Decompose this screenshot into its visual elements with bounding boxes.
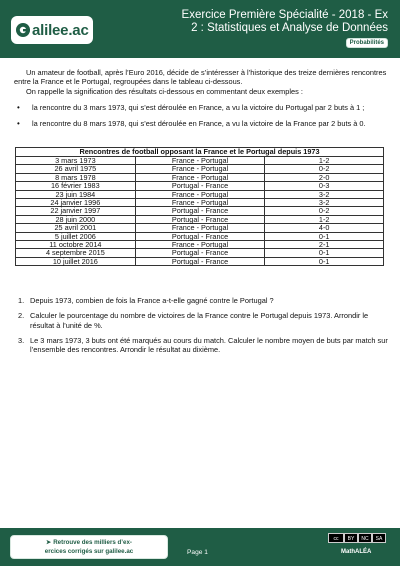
question-item: [14, 311, 388, 330]
match-score-cell: 0-1: [265, 249, 384, 257]
table-row: [16, 224, 384, 232]
match-score-cell: 0-3: [265, 182, 384, 190]
match-teams-cell: Portugal - France: [135, 232, 265, 240]
match-score-cell: 3-2: [265, 199, 384, 207]
logo-text: alilee.ac: [32, 21, 89, 39]
match-teams-cell: Portugal - France: [135, 207, 265, 215]
promo-link[interactable]: [10, 535, 168, 559]
question-number: 3.: [18, 335, 25, 345]
match-date-cell: 3 mars 1973: [16, 157, 136, 165]
example-item: • la rencontre du 3 mars 1973, qui s’est déroulée en France, a vu la victoire du Portugal par 2 buts à 1 ;: [14, 103, 390, 112]
intro: [14, 68, 388, 96]
match-teams-cell: France - Portugal: [135, 190, 265, 198]
by-icon: BY: [344, 533, 358, 543]
brand-label: MathALÉA: [341, 549, 372, 555]
title-line-2: 2 : Statistiques et Analyse de Données: [191, 22, 388, 34]
match-score-cell: 4-0: [265, 224, 384, 232]
match-date-cell: 4 septembre 2015: [16, 249, 136, 257]
table-row: [16, 257, 384, 265]
table-caption: Rencontres de football opposant la France et le Portugal depuis 1973: [16, 148, 384, 157]
question-item: [14, 336, 388, 355]
logo-g-icon: [15, 20, 31, 40]
match-date-cell: 25 avril 2001: [16, 224, 136, 232]
example-item: • la rencontre du 8 mars 1978, qui s’est déroulée en France, a vu la victoire de la France par 2 buts à 0.: [14, 119, 390, 128]
promo-line-1: Retrouve des milliers d’ex-: [53, 539, 132, 546]
license-badge[interactable]: [328, 533, 386, 543]
question-text: Le 3 mars 1973, 3 buts ont été marqués au cours du match. Calculer le nombre moyen de buts par match sur l’ensemble des rencontres. Arrondir le résultat au dixième.: [30, 335, 388, 355]
question-item: [14, 296, 388, 305]
match-date-cell: 24 janvier 1996: [16, 199, 136, 207]
match-date-cell: 5 juillet 2006: [16, 232, 136, 240]
match-teams-cell: France - Portugal: [135, 224, 265, 232]
match-date-cell: 16 février 1983: [16, 182, 136, 190]
intro-recall: On rappelle la signification des résultats ci-dessous en commentant deux exemples :: [26, 86, 303, 96]
title-line-1: Exercice Première Spécialité - 2018 - Ex: [181, 9, 388, 21]
match-teams-cell: Portugal - France: [135, 257, 265, 265]
match-teams-cell: Portugal - France: [135, 182, 265, 190]
match-teams-cell: France - Portugal: [135, 165, 265, 173]
match-score-cell: 0-1: [265, 257, 384, 265]
match-teams-cell: France - Portugal: [135, 173, 265, 181]
match-date-cell: 22 janvier 1997: [16, 207, 136, 215]
match-teams-cell: Portugal - France: [135, 249, 265, 257]
sa-icon: SA: [372, 533, 386, 543]
match-teams-cell: France - Portugal: [135, 157, 265, 165]
match-date-cell: 23 juin 1984: [16, 190, 136, 198]
match-score-cell: 0-1: [265, 232, 384, 240]
question-text: Depuis 1973, combien de fois la France a-t-elle gagné contre le Portugal ?: [30, 296, 274, 305]
promo-line-2: ercices corrigés sur galilee.ac: [44, 548, 134, 555]
cc-icon: cc: [328, 533, 344, 543]
match-teams-cell: Portugal - France: [135, 215, 265, 223]
question-number: 1.: [18, 296, 25, 305]
match-date-cell: 8 mars 1978: [16, 173, 136, 181]
table-row: [16, 182, 384, 190]
results-table: [15, 147, 384, 266]
intro-paragraph: Un amateur de football, après l’Euro 2016, décide de s’intéresser à l’historique des treize dernières rencontres entre la France et le Portugal, regroupées dans le tableau ci-dessous.: [14, 68, 387, 87]
galilee-logo[interactable]: [11, 16, 93, 44]
match-score-cell: 3-2: [265, 190, 384, 198]
match-date-cell: 28 juin 2000: [16, 215, 136, 223]
topic-badge[interactable]: Probabilités: [346, 38, 388, 48]
question-list: [14, 296, 388, 360]
question-number: 2.: [18, 311, 25, 321]
nc-icon: NC: [358, 533, 372, 543]
match-date-cell: 10 juillet 2016: [16, 257, 136, 265]
match-score-cell: 2-0: [265, 173, 384, 181]
match-teams-cell: France - Portugal: [135, 199, 265, 207]
match-score-cell: 0-2: [265, 207, 384, 215]
match-score-cell: 1-2: [265, 215, 384, 223]
match-date-cell: 26 avril 1975: [16, 165, 136, 173]
question-text: Calculer le pourcentage du nombre de victoires de la France contre le Portugal depuis 1973. Arrondir le résultat à l’unité de %.: [30, 311, 369, 330]
match-teams-cell: France - Portugal: [135, 241, 265, 249]
match-date-cell: 11 octobre 2014: [16, 241, 136, 249]
match-score-cell: 2-1: [265, 241, 384, 249]
page-title: [108, 9, 388, 35]
match-score-cell: 0-2: [265, 165, 384, 173]
match-score-cell: 1-2: [265, 157, 384, 165]
page-number: Page 1: [187, 549, 208, 556]
example-list: [14, 103, 390, 136]
table-body: [16, 157, 384, 266]
rocket-icon: ➤: [46, 539, 52, 546]
